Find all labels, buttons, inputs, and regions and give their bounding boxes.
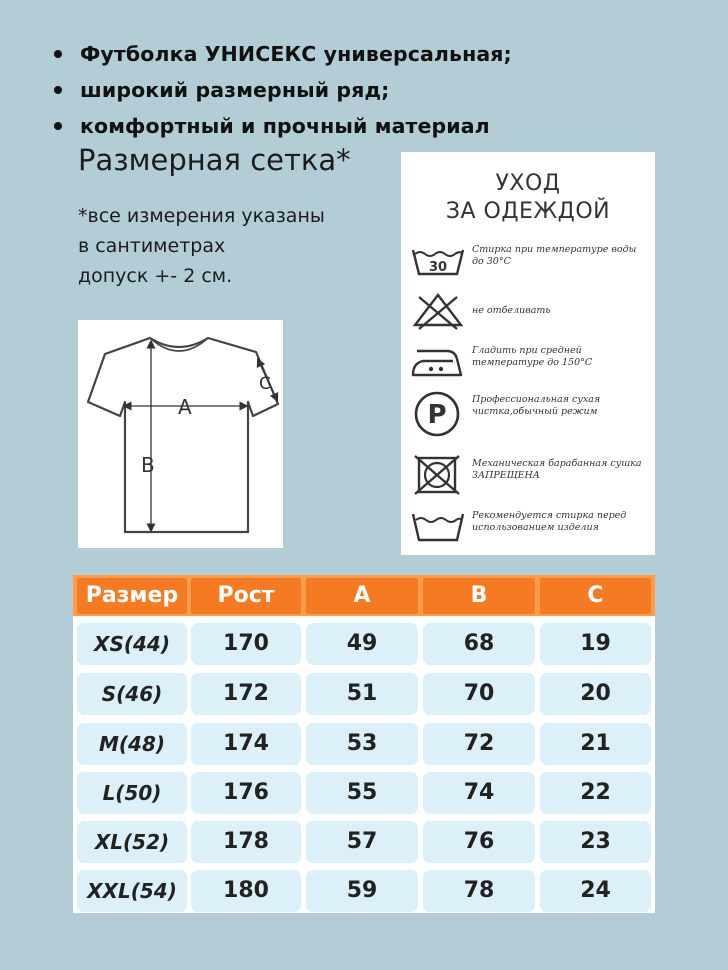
label-b: B	[141, 453, 155, 477]
feature-item	[50, 72, 512, 108]
cell-c: 20	[540, 673, 651, 715]
cell-b: 78	[423, 870, 535, 912]
dry-clean-letter: P	[427, 400, 447, 430]
cell-size: L(50)	[77, 772, 187, 814]
care-item-tumble	[409, 454, 649, 506]
cell-b: 68	[423, 623, 535, 665]
header-c: C	[540, 578, 651, 614]
no-tumble-dry-icon	[409, 454, 467, 496]
care-item-iron	[409, 341, 649, 393]
feature-item	[50, 108, 512, 144]
table-row	[73, 623, 655, 665]
wash-temp: 30	[428, 260, 448, 275]
cell-a: 53	[306, 723, 418, 765]
care-title-line: УХОД	[495, 171, 561, 196]
cell-c: 23	[540, 821, 651, 863]
label-c: C	[259, 374, 271, 394]
cell-size: S(46)	[77, 673, 187, 715]
cell-height: 180	[191, 870, 301, 912]
table-row	[73, 772, 655, 814]
header-a: A	[306, 578, 418, 614]
note-line: в сантиметрах	[78, 235, 226, 257]
size-chart-title: Размерная сетка*	[78, 143, 351, 177]
feature-text: Футболка УНИСЕКС универсальная;	[80, 42, 512, 66]
cell-height: 174	[191, 723, 301, 765]
care-title-line: ЗА ОДЕЖДОЙ	[445, 199, 611, 224]
care-text: не отбеливать	[472, 305, 551, 316]
cell-b: 74	[423, 772, 535, 814]
care-panel	[401, 152, 655, 555]
cell-size: M(48)	[77, 723, 187, 765]
tshirt-outline-icon	[78, 320, 283, 548]
table-row	[73, 821, 655, 863]
iron-icon	[409, 341, 467, 383]
cell-size: XXL(54)	[77, 870, 187, 912]
cell-b: 76	[423, 821, 535, 863]
cell-a: 49	[306, 623, 418, 665]
header-b: B	[423, 578, 535, 614]
no-bleach-icon	[409, 291, 467, 331]
cell-b: 72	[423, 723, 535, 765]
cell-c: 19	[540, 623, 651, 665]
bullet-dot	[54, 50, 62, 58]
cell-a: 59	[306, 870, 418, 912]
care-item-dryclean	[409, 390, 649, 442]
cell-c: 21	[540, 723, 651, 765]
measurement-note	[78, 201, 325, 291]
cell-a: 57	[306, 821, 418, 863]
note-line: *все измерения указаны	[78, 205, 325, 227]
cell-a: 51	[306, 673, 418, 715]
care-text: Гладить при средней температуре до 150°С	[472, 345, 593, 368]
table-row	[73, 723, 655, 765]
feature-item	[50, 36, 512, 72]
cell-c: 22	[540, 772, 651, 814]
table-row	[73, 673, 655, 715]
cell-height: 178	[191, 821, 301, 863]
header-size: Размер	[77, 578, 187, 614]
size-table	[73, 575, 655, 913]
feature-text: комфортный и прочный материал	[80, 114, 490, 138]
tshirt-diagram	[78, 320, 283, 548]
dry-clean-p-icon	[409, 390, 467, 438]
bullet-dot	[54, 122, 62, 130]
note-line: допуск +- 2 см.	[78, 265, 233, 287]
care-item-wash	[409, 240, 649, 292]
care-item-bleach	[409, 291, 649, 343]
wash-basin-icon	[409, 506, 467, 548]
label-a: A	[178, 395, 192, 419]
header-height: Рост	[191, 578, 301, 614]
bullet-dot	[54, 86, 62, 94]
cell-a: 55	[306, 772, 418, 814]
table-row	[73, 870, 655, 912]
care-title	[401, 170, 655, 226]
care-item-prewash	[409, 506, 649, 558]
feature-list	[50, 36, 512, 144]
cell-height: 172	[191, 673, 301, 715]
cell-size: XL(52)	[77, 821, 187, 863]
cell-height: 176	[191, 772, 301, 814]
cell-c: 24	[540, 870, 651, 912]
care-text: Профессиональная сухая чистка,обычный режим	[472, 394, 601, 417]
feature-text: широкий размерный ряд;	[80, 78, 390, 102]
care-text: Стирка при температуре воды до 30°С	[472, 244, 637, 267]
care-text: Механическая барабанная сушка ЗАПРЕЩЕНА	[472, 458, 642, 481]
cell-height: 170	[191, 623, 301, 665]
table-header	[73, 575, 655, 616]
care-text: Рекомендуется стирка перед использованием изделия	[472, 510, 627, 533]
cell-b: 70	[423, 673, 535, 715]
cell-size: XS(44)	[77, 623, 187, 665]
wash-30-icon	[409, 240, 467, 280]
